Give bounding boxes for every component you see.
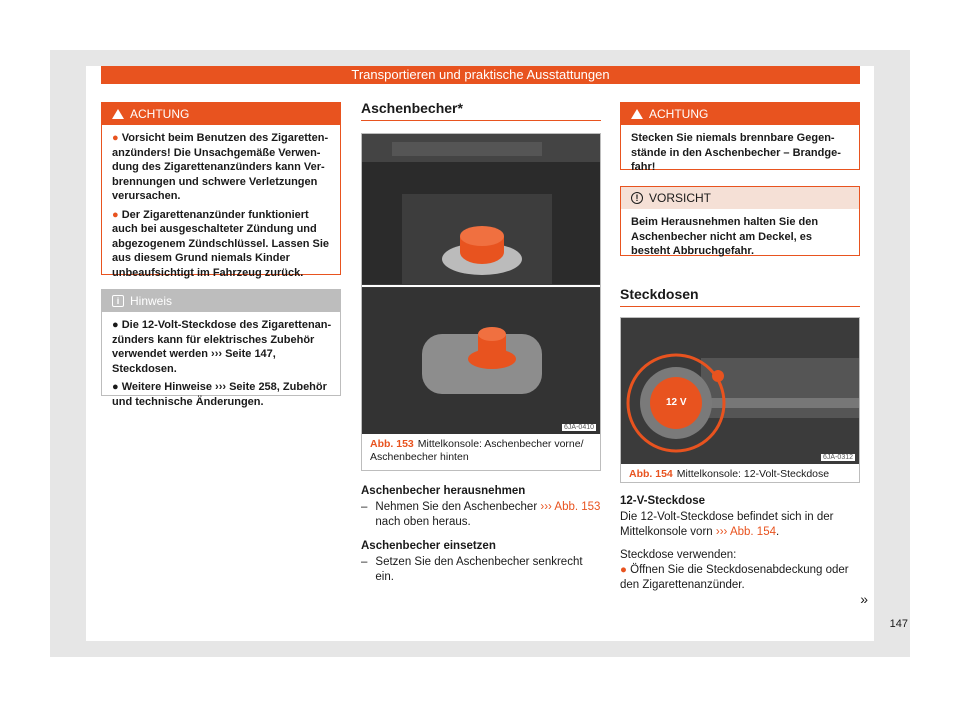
page-number: 147 [889,618,908,630]
achtung-item: ● Der Zigarettenanzünder funktioniert auch bei ausgeschalteter Zündung und abgezogenem Zündschlüssel. Lassen Sie aus diesem Grund niemals Kinder unbeaufsichtigt im Fahrzeug zurück. [112,208,330,279]
achtung-box [101,102,341,279]
left-column [101,102,341,408]
achtung-header [621,103,859,125]
bullet-icon: ● [112,208,122,221]
page-header: Transportieren und praktische Ausstattungen [101,66,860,84]
insert-step: – Setzen Sie den Aschenbecher senkrecht ein. [361,556,583,583]
section-title-aschenbecher: Aschenbecher* [361,100,601,121]
caution-icon: ! [631,192,643,204]
ashtray-image [362,134,600,434]
achtung-item: ● Vorsicht beim Benutzen des Zigarettenanzünders! Die Unsachgemäße Verwendung des Zigarettenanzünders kann Verbrennungen und schwere Verletzungen verursachen. [112,132,329,202]
vorsicht-title: VORSICHT [649,191,712,205]
socket-label: 12 V [666,397,687,408]
info-icon: i [112,295,124,307]
hinweis-box [101,289,341,408]
warning-icon [112,109,124,119]
middle-column [361,100,601,585]
figure-caption: Abb. 154 Mittelkonsole: 12-Volt-Steckdose [629,468,830,480]
achtung-title: ACHTUNG [649,107,709,121]
vorsicht-box [620,186,860,256]
figure-link[interactable]: ››› Abb. 154 [715,526,776,538]
figure-154 [620,317,860,483]
achtung-header [102,103,340,125]
achtung-title: ACHTUNG [130,107,190,121]
vorsicht-header [621,187,859,209]
remove-section [361,485,601,530]
achtung-body [102,125,340,292]
socket-use-text: Steckdose verwenden: [620,549,737,561]
achtung-box-right [620,102,860,173]
figure-link[interactable]: ››› Abb. 153 [540,501,601,513]
figure-plate-code: 6JA-0410 [564,424,594,431]
hinweis-header [102,290,340,312]
hinweis-item: ● Weitere Hinweise ››› Seite 258, Zubehör und technische Änderungen. [112,381,327,408]
insert-heading: Aschenbecher einsetzen [361,540,496,552]
hinweis-title: Hinweis [130,294,173,308]
remove-heading: Aschenbecher herausnehmen [361,485,526,497]
bullet-icon: ● [112,132,122,144]
page-link[interactable]: ››› Seite 147, Steckdosen. [112,348,276,375]
bullet-icon: ● [620,564,631,576]
figure-caption: Abb. 153 Mittelkonsole: Aschenbecher vorne/ Aschenbecher hinten [370,438,584,463]
page-link[interactable]: ››› Seite 258, Zubehör und technische Änderungen. [112,381,327,408]
figure-plate-code: 6JA-0312 [823,454,853,461]
achtung-body: Stecken Sie niemals brennbare Gegenstände in den Aschenbecher – Brandgefahr! [631,132,841,173]
socket-section [620,495,860,593]
socket-text: Die 12-Volt-Steckdose befindet sich in der Mittelkonsole vorn ››› Abb. 154. [620,511,834,538]
insert-section [361,540,601,585]
hinweis-body [102,312,340,421]
vorsicht-body: Beim Herausnehmen halten Sie den Aschenbecher nicht am Deckel, es besteht Abbruchgefahr. [631,216,819,257]
warning-icon [631,109,643,119]
section-title-steckdosen: Steckdosen [620,286,860,307]
socket-bullet: ● Öffnen Sie die Steckdosenabdeckung oder den Zigarettenanzünder. [620,564,849,591]
figure-number: Abb. 154 [629,468,673,480]
hinweis-item: ● Die 12-Volt-Steckdose des Zigarettenanzünders kann für elektrisches Zubehör verwendet werden ››› Seite 147, Steckdosen. [112,319,332,375]
socket-heading: 12-V-Steckdose [620,495,706,507]
right-column [620,102,860,593]
figure-153 [361,133,601,471]
continue-marker: » [860,591,868,607]
remove-step: – Nehmen Sie den Aschenbecher ››› Abb. 153 nach oben heraus. [361,501,601,528]
figure-number: Abb. 153 [370,438,414,450]
socket-image [621,318,859,464]
